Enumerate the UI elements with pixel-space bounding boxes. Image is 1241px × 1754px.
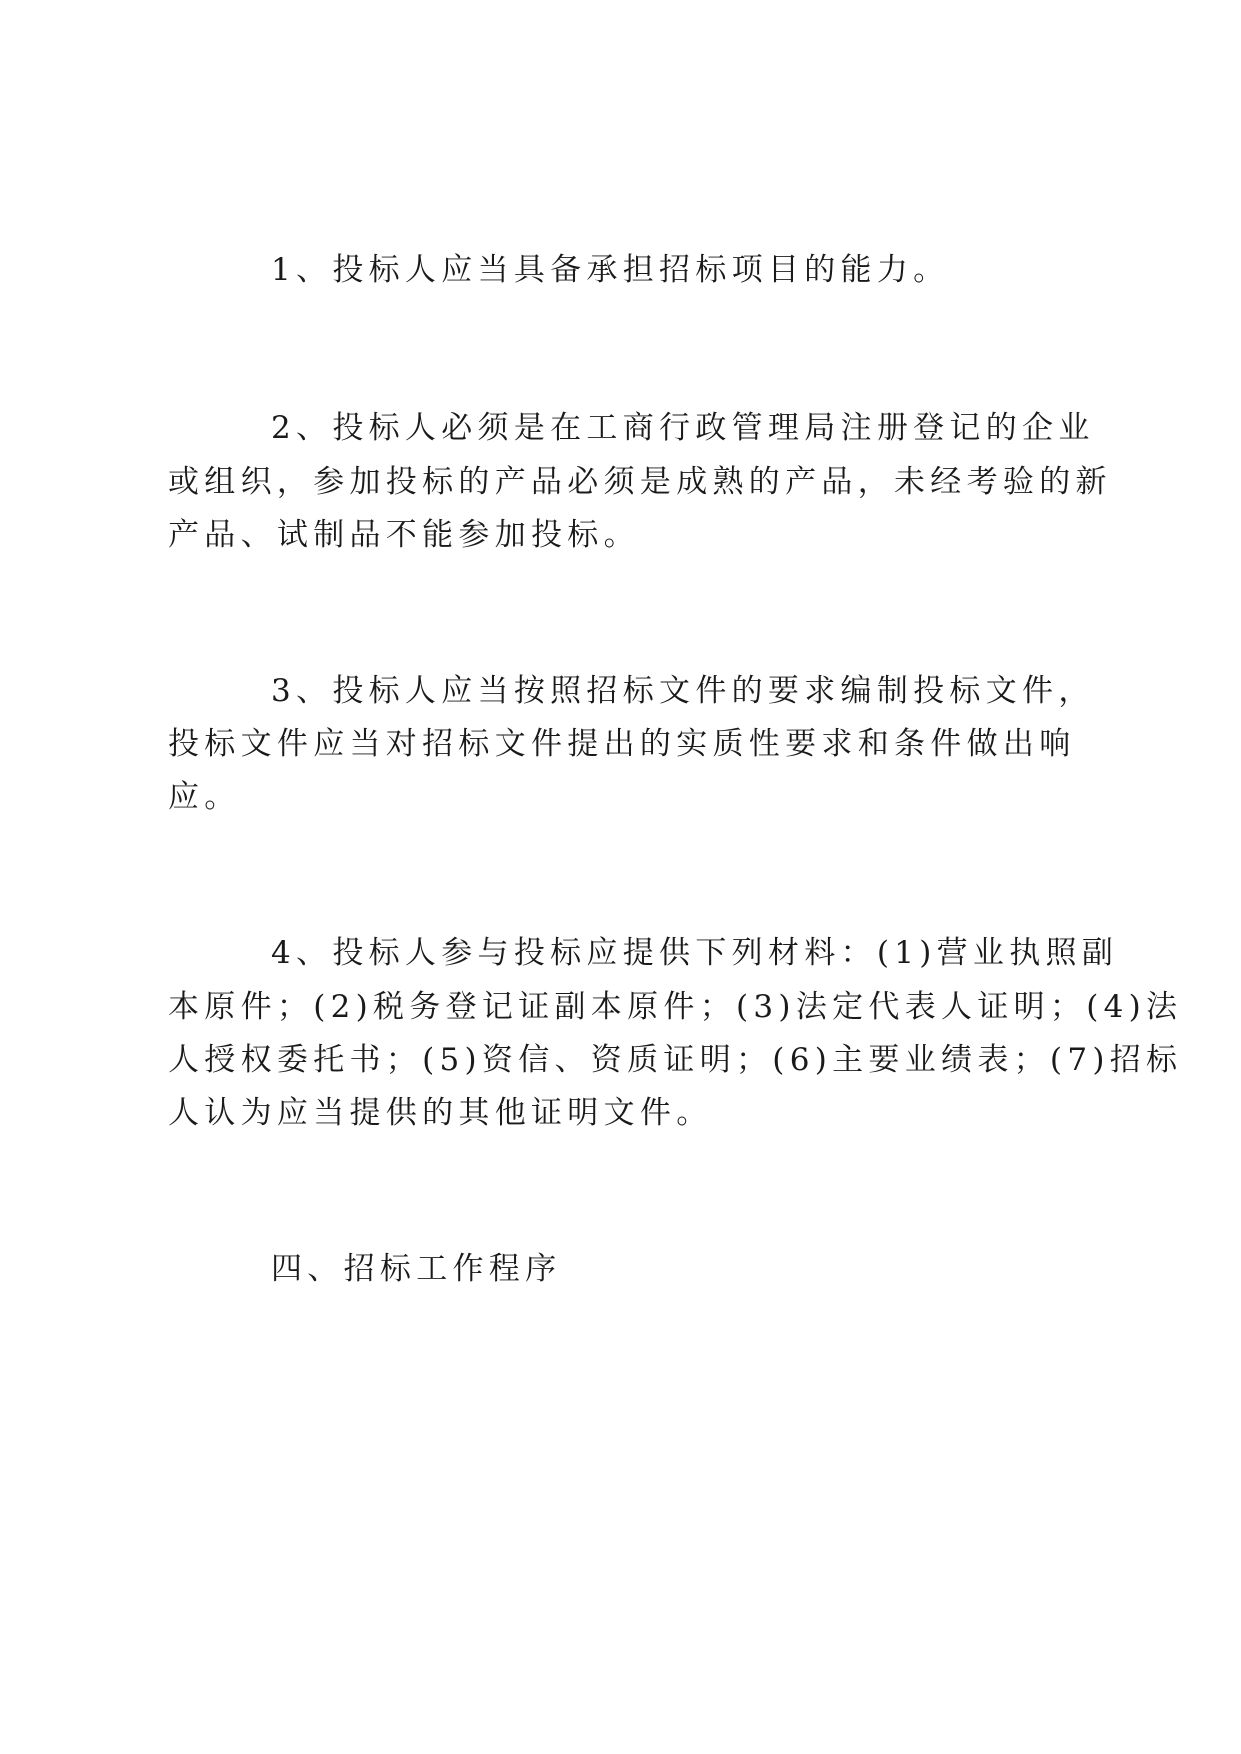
text-line: 2、投标人必须是在工商行政管理局注册登记的企业: [271, 410, 1095, 446]
text-line: 4、投标人参与投标应提供下列材料：(1)营业执照副: [271, 935, 1119, 971]
text-line: 或组织，参加投标的产品必须是成熟的产品，未经考验的新: [168, 464, 1112, 500]
text-line: 人授权委托书；(5)资信、资质证明；(6)主要业绩表；(7)招标: [168, 1042, 1183, 1078]
text-line: 1、投标人应当具备承担招标项目的能力。: [271, 252, 950, 288]
text-line: 本原件；(2)税务登记证副本原件；(3)法定代表人证明；(4)法: [168, 989, 1183, 1025]
text-line: 投标文件应当对招标文件提出的实质性要求和条件做出响: [168, 726, 1076, 762]
text-line: 应。: [168, 779, 241, 815]
heading-line: 四、招标工作程序: [271, 1251, 562, 1287]
text-line: 人认为应当提供的其他证明文件。: [168, 1095, 713, 1131]
text-line: 3、投标人应当按照招标文件的要求编制投标文件，: [271, 673, 1095, 709]
text-line: 产品、试制品不能参加投标。: [168, 517, 640, 553]
